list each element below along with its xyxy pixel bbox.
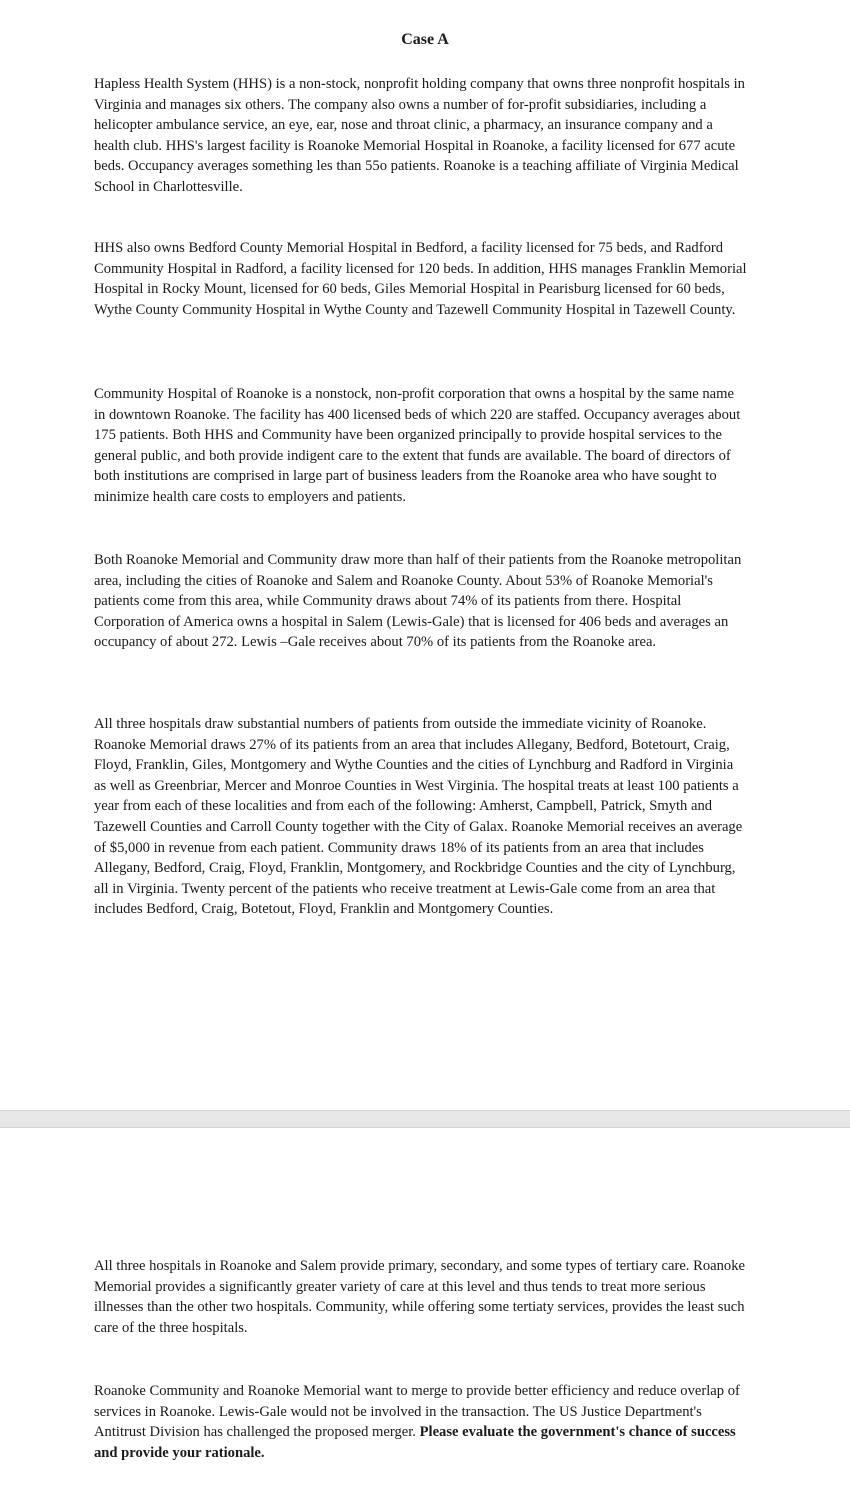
page-break: [0, 1110, 850, 1128]
paragraph-outside-areas: All three hospitals draw substantial numbers of patients from outside the immediate vicinity of Roanoke. Roanoke Memorial draws 27% of its patients from an area that includes Allegany, Bedford, Botetourt, Craig, Floyd, Franklin, Giles, Montgomery and Wythe Counties and the cities of Lynchburg and Radford in Virginia as well as Greenbriar, Mercer and Monroe Counties in West Virginia. The hospital treats at least 100 patients a year from each of these localities and from each of the following: Amherst, Campbell, Patrick, Smyth and Tazewell Counties and Carroll County together with the City of Galax. Roanoke Memorial receives an average of $5,000 in revenue from each patient. Community draws 18% of its patients from an area that includes Allegany, Bedford, Craig, Floyd, Franklin, Montgomery, and Rockbridge Counties and the city of Lynchburg, all in Virginia. Twenty percent of the patients who receive treatment at Lewis-Gale come from an area that includes Bedford, Craig, Botetout, Floyd, Franklin and Montgomery Counties.: [94, 716, 743, 918]
question-prompt: Please evaluate the government's chance of success and provide your rationale.: [94, 1424, 736, 1461]
paragraph-hhs-overview: Hapless Health System (HHS) is a non-stock, nonprofit holding company that owns three nonprofit hospitals in Virginia and manages six others. The company also owns a number of for-profit subsidiaries, including a helicopter ambulance service, an eye, ear, nose and throat clinic, a pharmacy, an insurance company and a health club. HHS's largest facility is Roanoke Memorial Hospital in Roanoke, a facility licensed for 677 acute beds. Occupancy averages something les than 55o patients. Roanoke is a teaching affiliate of Virginia Medical School in Charlottesville.: [94, 76, 745, 195]
paragraph-community-hospital: Community Hospital of Roanoke is a nonstock, non-profit corporation that owns a hospital by the same name in downtown Roanoke. The facility has 400 licensed beds of which 220 are staffed. Occupancy averages about 175 patients. Both HHS and Community have been organized principally to provide hospital services to the general public, and both provide indigent care to the extent that funds are available. The board of directors of both institutions are comprised in large part of business leaders from the Roanoke area who have sought to minimize health care costs to employers and patients.: [94, 386, 741, 505]
document-title: Case A: [401, 31, 449, 48]
paragraph-hhs-facilities: HHS also owns Bedford County Memorial Hospital in Bedford, a facility licensed for 75 beds, and Radford Community Hospital in Radford, a facility licensed for 120 beds. In addition, HHS manages Franklin Memorial Hospital in Rocky Mount, licensed for 60 beds, Giles Memorial Hospital in Pearisburg licensed for 60 beds, Wythe County Community Hospital in Wythe County and Tazewell Community Hospital in Tazewell County.: [94, 240, 747, 318]
paragraph-care-levels: All three hospitals in Roanoke and Salem provide primary, secondary, and some types of tertiary care. Roanoke Memorial provides a significantly greater variety of care at this level and thus tends to treat more serious illnesses than the other two hospitals. Community, while offering some tertiaty services, provides the least such care of the three hospitals.: [94, 1258, 745, 1336]
paragraph-patient-origins: Both Roanoke Memorial and Community draw more than half of their patients from the Roanoke metropolitan area, including the cities of Roanoke and Salem and Roanoke County. About 53% of Roanoke Memorial's patients come from this area, while Community draws about 74% of its patients from there. Hospital Corporation of America owns a hospital in Salem (Lewis-Gale) that is licensed for 406 beds and averages an occupancy of about 272. Lewis –Gale receives about 70% of its patients from the Roanoke area.: [94, 552, 742, 651]
paragraph-merger-question: [94, 1381, 748, 1463]
merger-text: Roanoke Community and Roanoke Memorial want to merge to provide better efficiency and reduce overlap of services in Roanoke. Lewis-Gale would not be involved in the transaction. The US Justice Department's Antitrust Division has challenged the proposed merger.: [94, 1383, 740, 1441]
document-page-2: [0, 1128, 850, 1512]
